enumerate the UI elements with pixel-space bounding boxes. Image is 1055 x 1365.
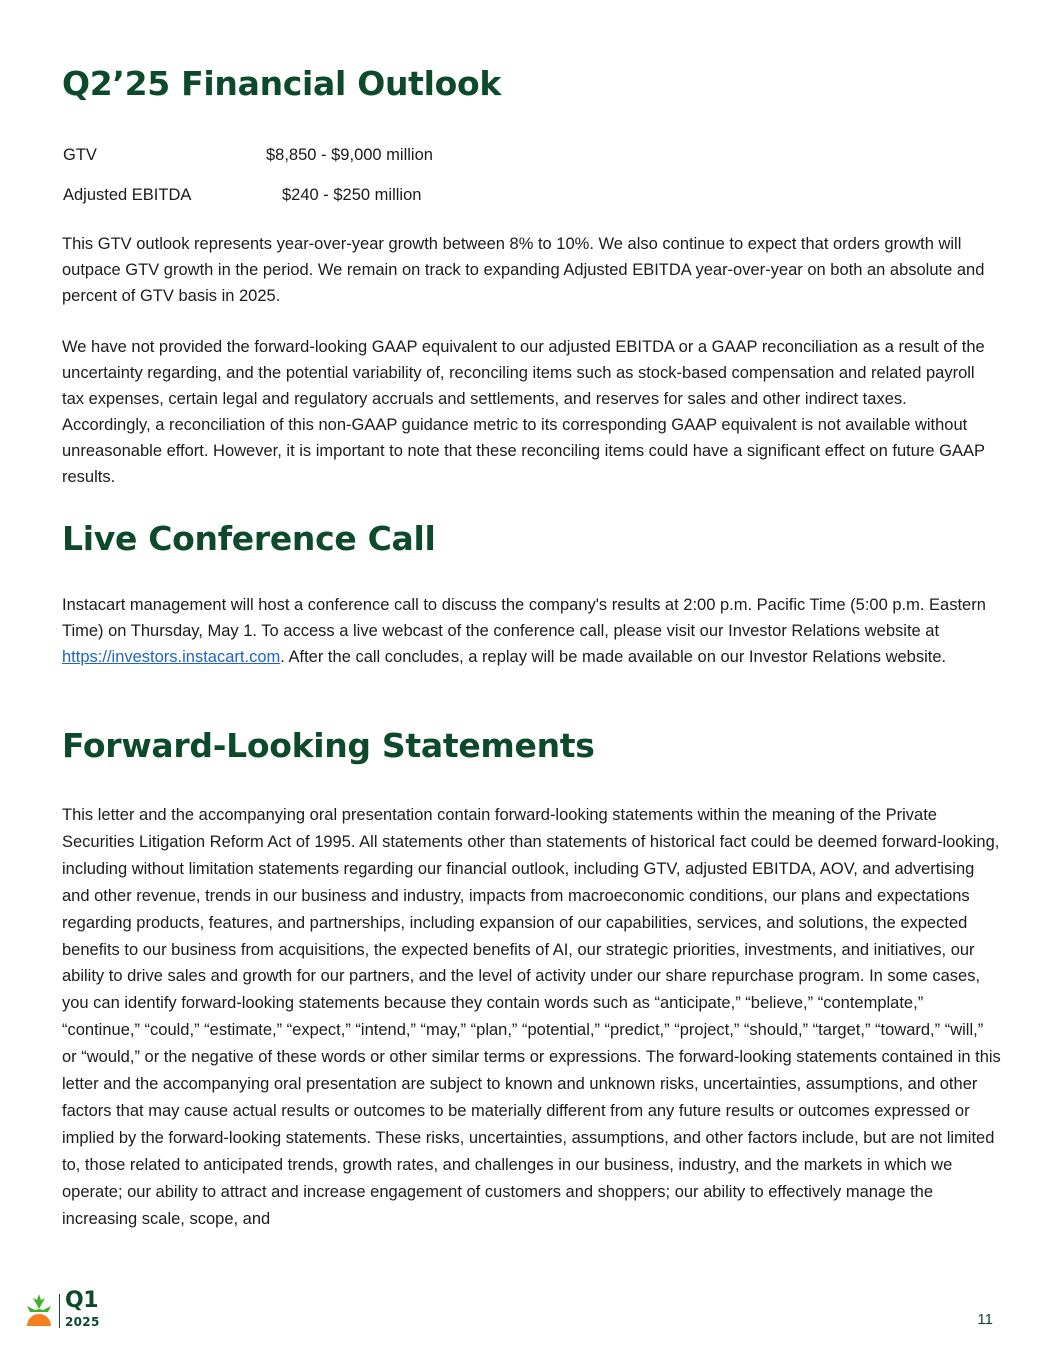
- outlook-paragraph-2: We have not provided the forward-looking GAAP equivalent to our adjusted EBITDA or a GAAP reconciliation as a result of the uncertainty regarding, and the potential variability of, reconciling items such as stock-based compensation and related payroll tax expenses, certain legal and regulatory accruals and settlements, and reserves for sales and other indirect taxes. Accordingly, a reconciliation of this non-GAAP guidance metric to its corresponding GAAP equivalent is not available without unreasonable effort. However, it is important to note that these reconciling items could have a significant effect on future GAAP results.: [62, 338, 985, 486]
- call-text-before: Instacart management will host a conference call to discuss the company's results at 2:00 p.m. Pacific Time (5:00 p.m. Eastern Time) on Thursday, May 1. To access a live webcast of the conference call, please visit our Investor Relations website at: [62, 596, 986, 640]
- outlook-label-gtv: GTV: [63, 146, 97, 164]
- outlook-value-gtv: $8,850 - $9,000 million: [266, 146, 433, 164]
- quarter-label: Q1: [65, 1288, 99, 1313]
- outlook-heading: Q2’25 Financial Outlook: [62, 64, 502, 103]
- logo-divider: [59, 1294, 60, 1328]
- outlook-label-ebitda: Adjusted EBITDA: [63, 186, 192, 204]
- call-paragraph: [62, 593, 997, 671]
- outlook-value-ebitda: $240 - $250 million: [282, 186, 422, 204]
- call-text-after: . After the call concludes, a replay will be made available on our Investor Relations website.: [280, 647, 947, 666]
- call-heading: Live Conference Call: [62, 519, 436, 558]
- page-number: 11: [977, 1311, 993, 1328]
- year-label: 2025: [65, 1315, 100, 1329]
- investor-relations-link[interactable]: https://investors.instacart.com: [62, 647, 281, 666]
- fls-heading: Forward-Looking Statements: [62, 726, 595, 765]
- carrot-icon: [24, 1292, 54, 1330]
- footer-logo: [24, 1290, 114, 1332]
- fls-paragraph: This letter and the accompanying oral presentation contain forward-looking statements within the meaning of the Private Securities Litigation Reform Act of 1995. All statements other than statements of historical fact could be deemed forward-looking, including without limitation statements regarding our financial outlook, including GTV, adjusted EBITDA, AOV, and advertising and other revenue, trends in our business and industry, impacts from macroeconomic conditions, our plans and expectations regarding products, features, and partnerships, including expansion of our capabilities, services, and solutions, the expected benefits to our business from acquisitions, the expected benefits of AI, our strategic priorities, investments, and initiatives, our ability to drive sales and growth for our partners, and the level of activity under our share repurchase program. In some cases, you can identify forward-looking statements because they contain words such as “anticipate,” “believe,” “contemplate,” “continue,” “could,” “estimate,” “expect,” “intend,” “may,” “plan,” “potential,” “predict,” “project,” “should,” “target,” “toward,” “will,” or “would,” or the negative of these words or other similar terms or expressions. The forward-looking statements contained in this letter and the accompanying oral presentation are subject to known and unknown risks, uncertainties, assumptions, and other factors that may cause actual results or outcomes to be materially different from any future results or outcomes expressed or implied by the forward-looking statements. These risks, uncertainties, assumptions, and other factors include, but are not limited to, those related to anticipated trends, growth rates, and challenges in our business, industry, and the markets in which we operate; our ability to attract and increase engagement of customers and shoppers; our ability to effectively manage the increasing scale, scope, and: [62, 806, 1001, 1228]
- outlook-paragraph-1: This GTV outlook represents year-over-year growth between 8% to 10%. We also continue to expect that orders growth will outpace GTV growth in the period. We remain on track to expanding Adjusted EBITDA year-over-year on both an absolute and percent of GTV basis in 2025.: [62, 235, 985, 305]
